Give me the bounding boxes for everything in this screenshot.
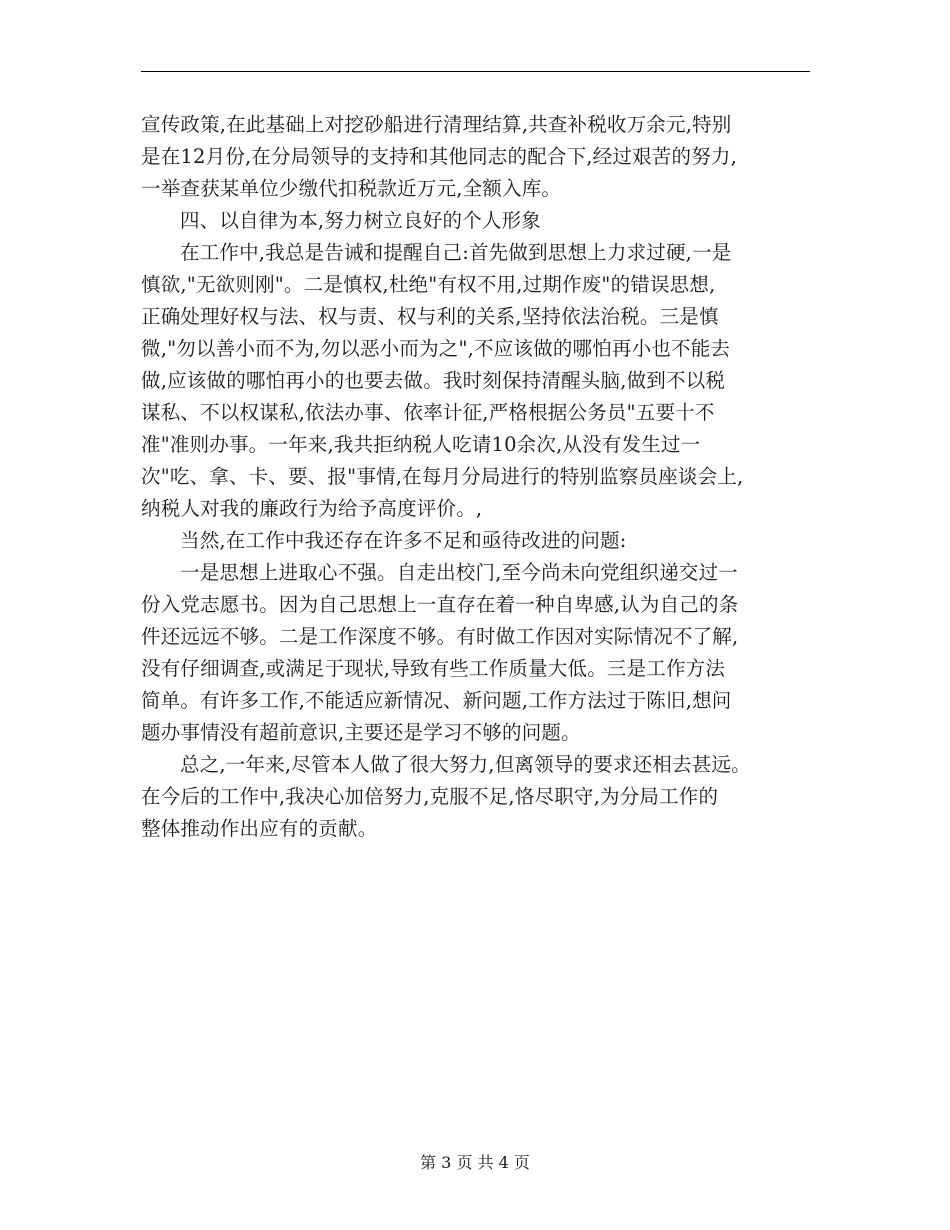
text-line: 题办事情没有超前意识,主要还是学习不够的问题。 bbox=[141, 721, 581, 744]
text-line: 一是思想上进取心不强。自走出校门,至今尚未向党组织递交过一 bbox=[180, 561, 738, 584]
text-line: 总之,一年来,尽管本人做了很大努力,但离领导的要求还相去甚远。 bbox=[180, 753, 751, 776]
text-line: 份入党志愿书。因为自己思想上一直存在着一种自卑感,认为自己的条 bbox=[141, 593, 739, 616]
text-line: 谋私、不以权谋私,依法办事、依率计征,严格根据公务员"五要十不 bbox=[141, 401, 715, 424]
text-line: 次"吃、拿、卡、要、报"事情,在每月分局进行的特别监察员座谈会上, bbox=[141, 465, 744, 488]
text-line: 宣传政策,在此基础上对挖砂船进行清理结算,共查补税收万余元,特别 bbox=[141, 113, 732, 136]
text-line: 没有仔细调查,或满足于现状,导致有些工作质量大低。三是工作方法 bbox=[141, 657, 726, 680]
text-line: 在工作中,我总是告诫和提醒自己:首先做到思想上力求过硬,一是 bbox=[180, 241, 732, 264]
text-line: 纳税人对我的廉政行为给予高度评价。, bbox=[141, 497, 483, 520]
text-line: 是在12月份,在分局领导的支持和其他同志的配合下,经过艰苦的努力, bbox=[141, 145, 738, 168]
text-line: 慎欲,"无欲则刚"。二是慎权,杜绝"有权不用,过期作废"的错误思想, bbox=[141, 273, 716, 296]
text-line: 正确处理好权与法、权与责、权与利的关系,坚持依法治税。三是慎 bbox=[141, 305, 719, 328]
text-line: 做,应该做的哪怕再小的也要去做。我时刻保持清醒头脑,做到不以税 bbox=[141, 369, 726, 392]
text-line: 微,"勿以善小而不为,勿以恶小而为之",不应该做的哪怕再小也不能去 bbox=[141, 337, 731, 360]
document-body bbox=[141, 109, 813, 845]
text-line: 简单。有许多工作,不能适应新情况、新问题,工作方法过于陈旧,想问 bbox=[141, 689, 732, 712]
text-line: 当然,在工作中我还存在许多不足和亟待改进的问题: bbox=[180, 529, 627, 552]
header-rule bbox=[141, 71, 810, 72]
text-line: 在今后的工作中,我决心加倍努力,克服不足,恪尽职守,为分局工作的 bbox=[141, 785, 719, 808]
section-heading: 四、以自律为本,努力树立良好的个人形象 bbox=[180, 209, 541, 232]
text-line: 件还远远不够。二是工作深度不够。有时做工作因对实际情况不了解, bbox=[141, 625, 739, 648]
text-line: 准"准则办事。一年来,我共拒纳税人吃请10余次,从没有发生过一 bbox=[141, 433, 701, 456]
page-number-footer: 第 3 页 共 4 页 bbox=[420, 1153, 530, 1172]
text-line: 整体推动作出应有的贡献。 bbox=[141, 817, 378, 840]
text-line: 一举查获某单位少缴代扣税款近万元,全额入库。 bbox=[141, 177, 562, 200]
